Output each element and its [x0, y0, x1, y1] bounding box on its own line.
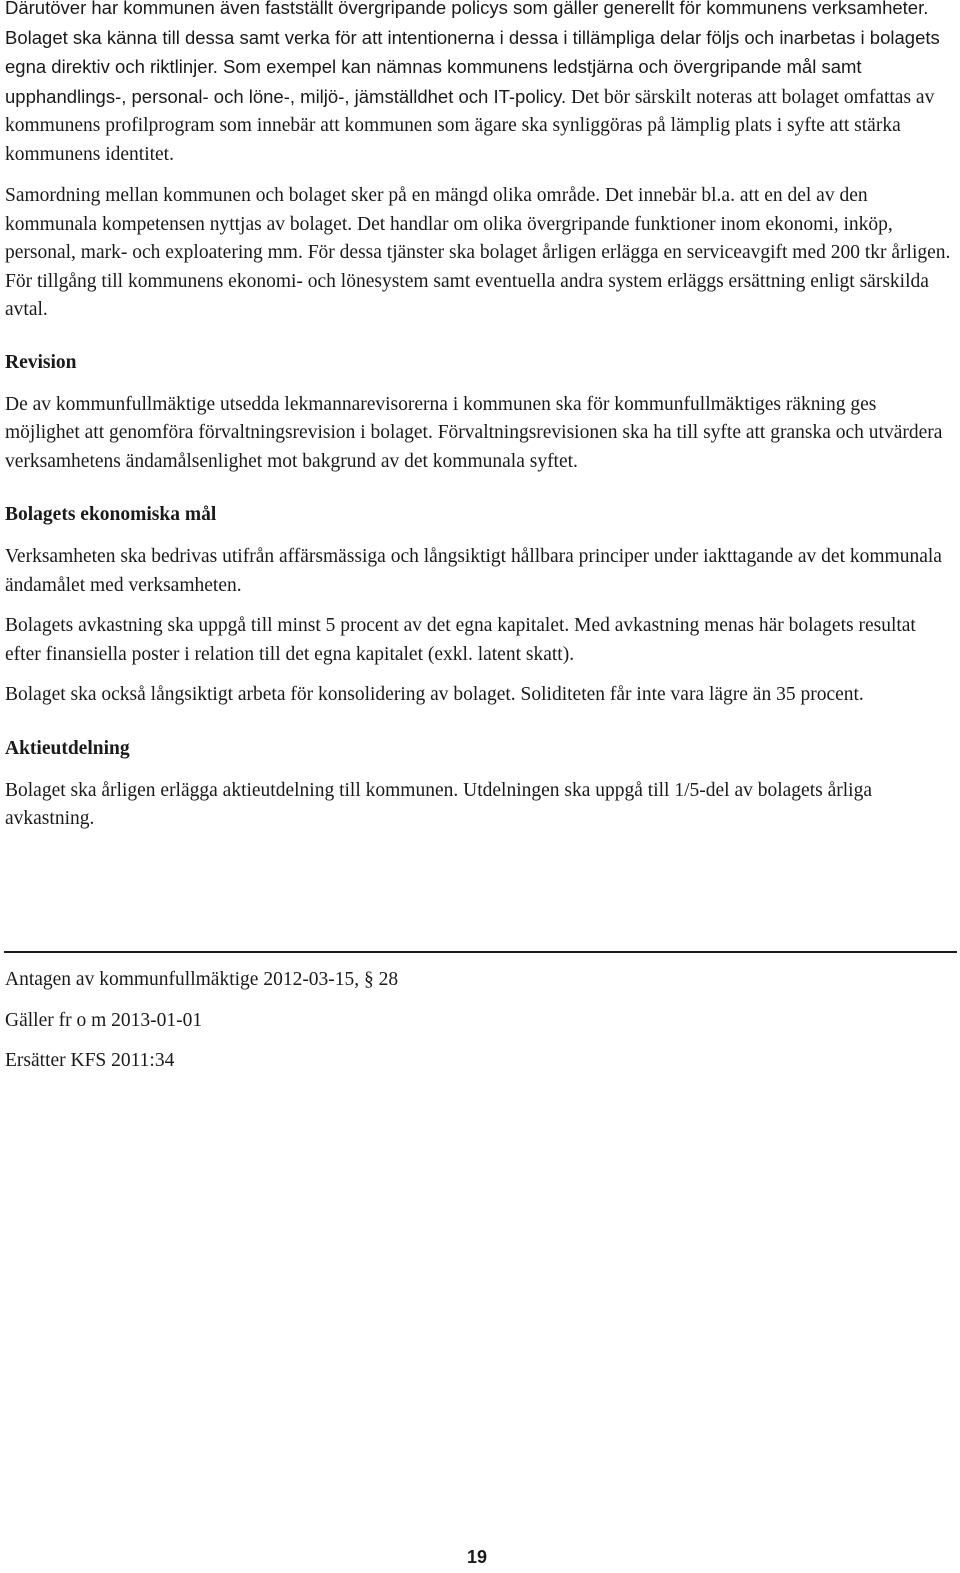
document-body: [5, 0, 955, 834]
document-footer: [5, 966, 905, 1076]
ekonomiska-mal-paragraph-1: Verksamheten ska bedrivas utifrån affärsmässiga och långsiktigt hållbara principer under iakttagande av det kommunala ändamålet med verksamheten.: [5, 546, 942, 596]
aktieutdelning-heading: Aktieutdelning: [5, 737, 130, 759]
intro-paragraph-sans-text: Därutöver har kommunen även fastställt övergripande policys som gäller generellt för kommunens verksamheter. Bolaget ska känna till dessa samt verka för att intentionerna i dessa i tillämpliga delar följs och inarbetas i bolagets egna direktiv och riktlinjer. Som exempel kan nämnas kommunens ledstjärna och övergripande mål samt upphandlings-, personal- och löne-, miljö-, jämställdhet och IT-policy.: [5, 0, 940, 107]
page-number: [0, 1546, 960, 1568]
replaces-line: Ersätter KFS 2011:34: [5, 1050, 175, 1071]
aktieutdelning-paragraph: Bolaget ska årligen erlägga aktieutdelning till kommunen. Utdelningen ska uppgå till 1/5-del av bolagets årliga avkastning.: [5, 779, 872, 829]
page-number-text: 19: [466, 1547, 488, 1567]
intro-paragraph: [5, 0, 955, 169]
ekonomiska-mal-heading: Bolagets ekonomiska mål: [5, 504, 217, 525]
adopted-line: Antagen av kommunfullmäktige 2012-03-15, § 28: [5, 969, 399, 990]
samordning-paragraph: Samordning mellan kommunen och bolaget sker på en mängd olika område. Det innebär bl.a. att en del av den kommunala kompetensen nyttjas av bolaget. Det handlar om olika övergripande funktioner inom ekonomi, inköp, personal, mark- och exploatering mm. För dessa tjänster ska bolaget årligen erlägga en serviceavgift med 200 tkr årligen. För tillgång till kommunens ekonomi- och lönesystem samt eventuella andra system erläggs ersättning enligt särskilda avtal.: [5, 185, 951, 320]
intro-paragraph-serif-text: Det bör särskilt noteras att bolaget omfattas av kommunens profilprogram som innebär att kommunen som ägare ska synliggöras på lämplig plats i syfte att stärka kommunens identitet.: [5, 86, 935, 165]
revision-paragraph: De av kommunfullmäktige utsedda lekmannarevisorerna i kommunen ska för kommunfullmäktiges räkning ges möjlighet att genomföra förvaltningsrevision i bolaget. Förvaltningsrevisionen ska ha till syfte att granska och utvärdera verksamhetens ändamålsenlighet mot bakgrund av det kommunala syftet.: [5, 393, 943, 472]
revision-heading: Revision: [5, 351, 77, 373]
ekonomiska-mal-paragraph-3: Bolaget ska också långsiktigt arbeta för konsolidering av bolaget. Soliditeten får inte vara lägre än 35 procent.: [5, 684, 864, 705]
ekonomiska-mal-paragraph-2: Bolagets avkastning ska uppgå till minst 5 procent av det egna kapitalet. Med avkastning menas här bolagets resultat efter finansiella poster i relation till det egna kapitalet (exkl. latent skatt).: [5, 615, 916, 665]
footer-divider: [4, 951, 957, 953]
valid-from-line: Gäller fr o m 2013-01-01: [5, 1009, 203, 1031]
